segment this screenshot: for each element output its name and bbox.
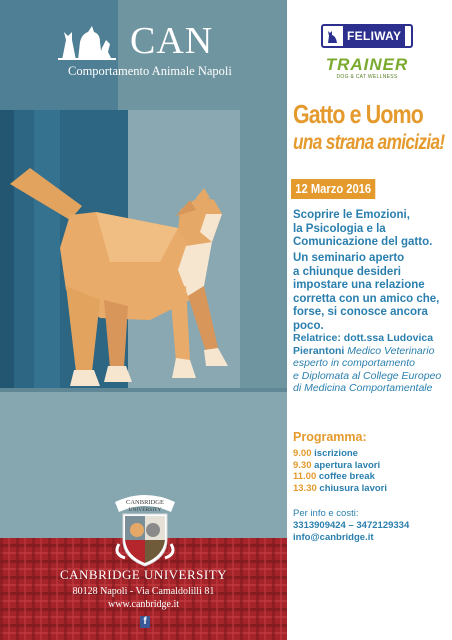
- venue-block: [0, 565, 287, 610]
- speaker-role: Medico Veterinario: [347, 344, 435, 357]
- trainer-logo: [321, 56, 413, 80]
- description-body: [293, 252, 449, 333]
- university-crest: [105, 488, 185, 568]
- program-time: 9.30: [293, 459, 312, 471]
- description-line: corretta con un amico che,: [293, 292, 440, 305]
- trainer-wordmark: TRAINER: [325, 55, 409, 74]
- program-label: iscrizione: [314, 448, 358, 459]
- speaker-role: e Diplomata al College Europeo: [293, 369, 442, 382]
- venue-address: 80128 Napoli - Via Camaldolilli 81: [72, 586, 215, 597]
- speaker-name: dott.ssa Ludovica: [343, 332, 434, 344]
- program-item: [293, 483, 387, 495]
- program-time: 9.00: [293, 448, 312, 459]
- description-line: poco.: [293, 319, 324, 332]
- speaker-surname: Pierantoni: [293, 344, 345, 357]
- program-item: [293, 471, 387, 483]
- description-line: Scoprire le Emozioni,: [293, 209, 410, 221]
- description-intro: [293, 209, 449, 250]
- event-title: Gatto e Uomo: [293, 99, 423, 129]
- program-time: 11.00: [293, 471, 317, 482]
- contact-email[interactable]: info@canbridge.it: [293, 532, 374, 543]
- speaker-label: Relatrice:: [293, 332, 341, 344]
- description-line: la Psicologia e la: [293, 222, 386, 235]
- event-date: 12 Marzo 2016: [291, 179, 375, 199]
- svg-text:CANBRIDGE: CANBRIDGE: [126, 499, 164, 506]
- description-line: forse, si conosce ancora: [293, 306, 428, 318]
- program-label: coffee break: [318, 471, 375, 482]
- svg-text:UNIVERSITY: UNIVERSITY: [128, 507, 162, 513]
- info-panel: [287, 0, 452, 640]
- event-subtitle: una strana amicizia!: [293, 131, 445, 154]
- cat-silhouette-icon: [325, 28, 341, 44]
- speaker-role: esperto in comportamento: [293, 357, 415, 369]
- description-line: a chiunque desideri: [293, 265, 401, 278]
- contact-block: [293, 508, 409, 544]
- program-time: 13.30: [293, 482, 317, 494]
- facebook-icon[interactable]: f: [140, 616, 150, 628]
- organizer-name: CAN: [130, 20, 214, 62]
- program-item: [293, 460, 387, 472]
- feliway-wordmark: FELIWAY: [343, 26, 405, 46]
- description-line: Comunicazione del gatto.: [293, 236, 433, 248]
- cat-and-dog-silhouette-icon: [58, 22, 116, 62]
- program-label: apertura lavori: [314, 459, 381, 471]
- trainer-tagline: DOG & CAT WELLNESS: [336, 74, 398, 80]
- program-item: [293, 448, 387, 460]
- speaker-block: [293, 332, 451, 395]
- venue-name: CANBRIDGE UNIVERSITY: [59, 567, 228, 582]
- venue-website[interactable]: www.canbridge.it: [108, 599, 179, 610]
- contact-phones[interactable]: 3313909424 – 3472129334: [293, 520, 410, 531]
- program-label: chiusura lavori: [319, 482, 388, 494]
- description-line: Un seminario aperto: [293, 252, 405, 264]
- feliway-logo: [321, 24, 413, 48]
- speaker-role: di Medicina Comportamentale: [293, 382, 433, 394]
- organizer-full-name: Comportamento Animale Napoli: [68, 64, 232, 78]
- program-title: Programma:: [293, 430, 367, 444]
- description-line: impostare una relazione: [293, 279, 425, 291]
- contact-label: Per info e costi:: [293, 508, 359, 519]
- organizer-logo: [58, 20, 238, 90]
- program-list: [293, 448, 387, 494]
